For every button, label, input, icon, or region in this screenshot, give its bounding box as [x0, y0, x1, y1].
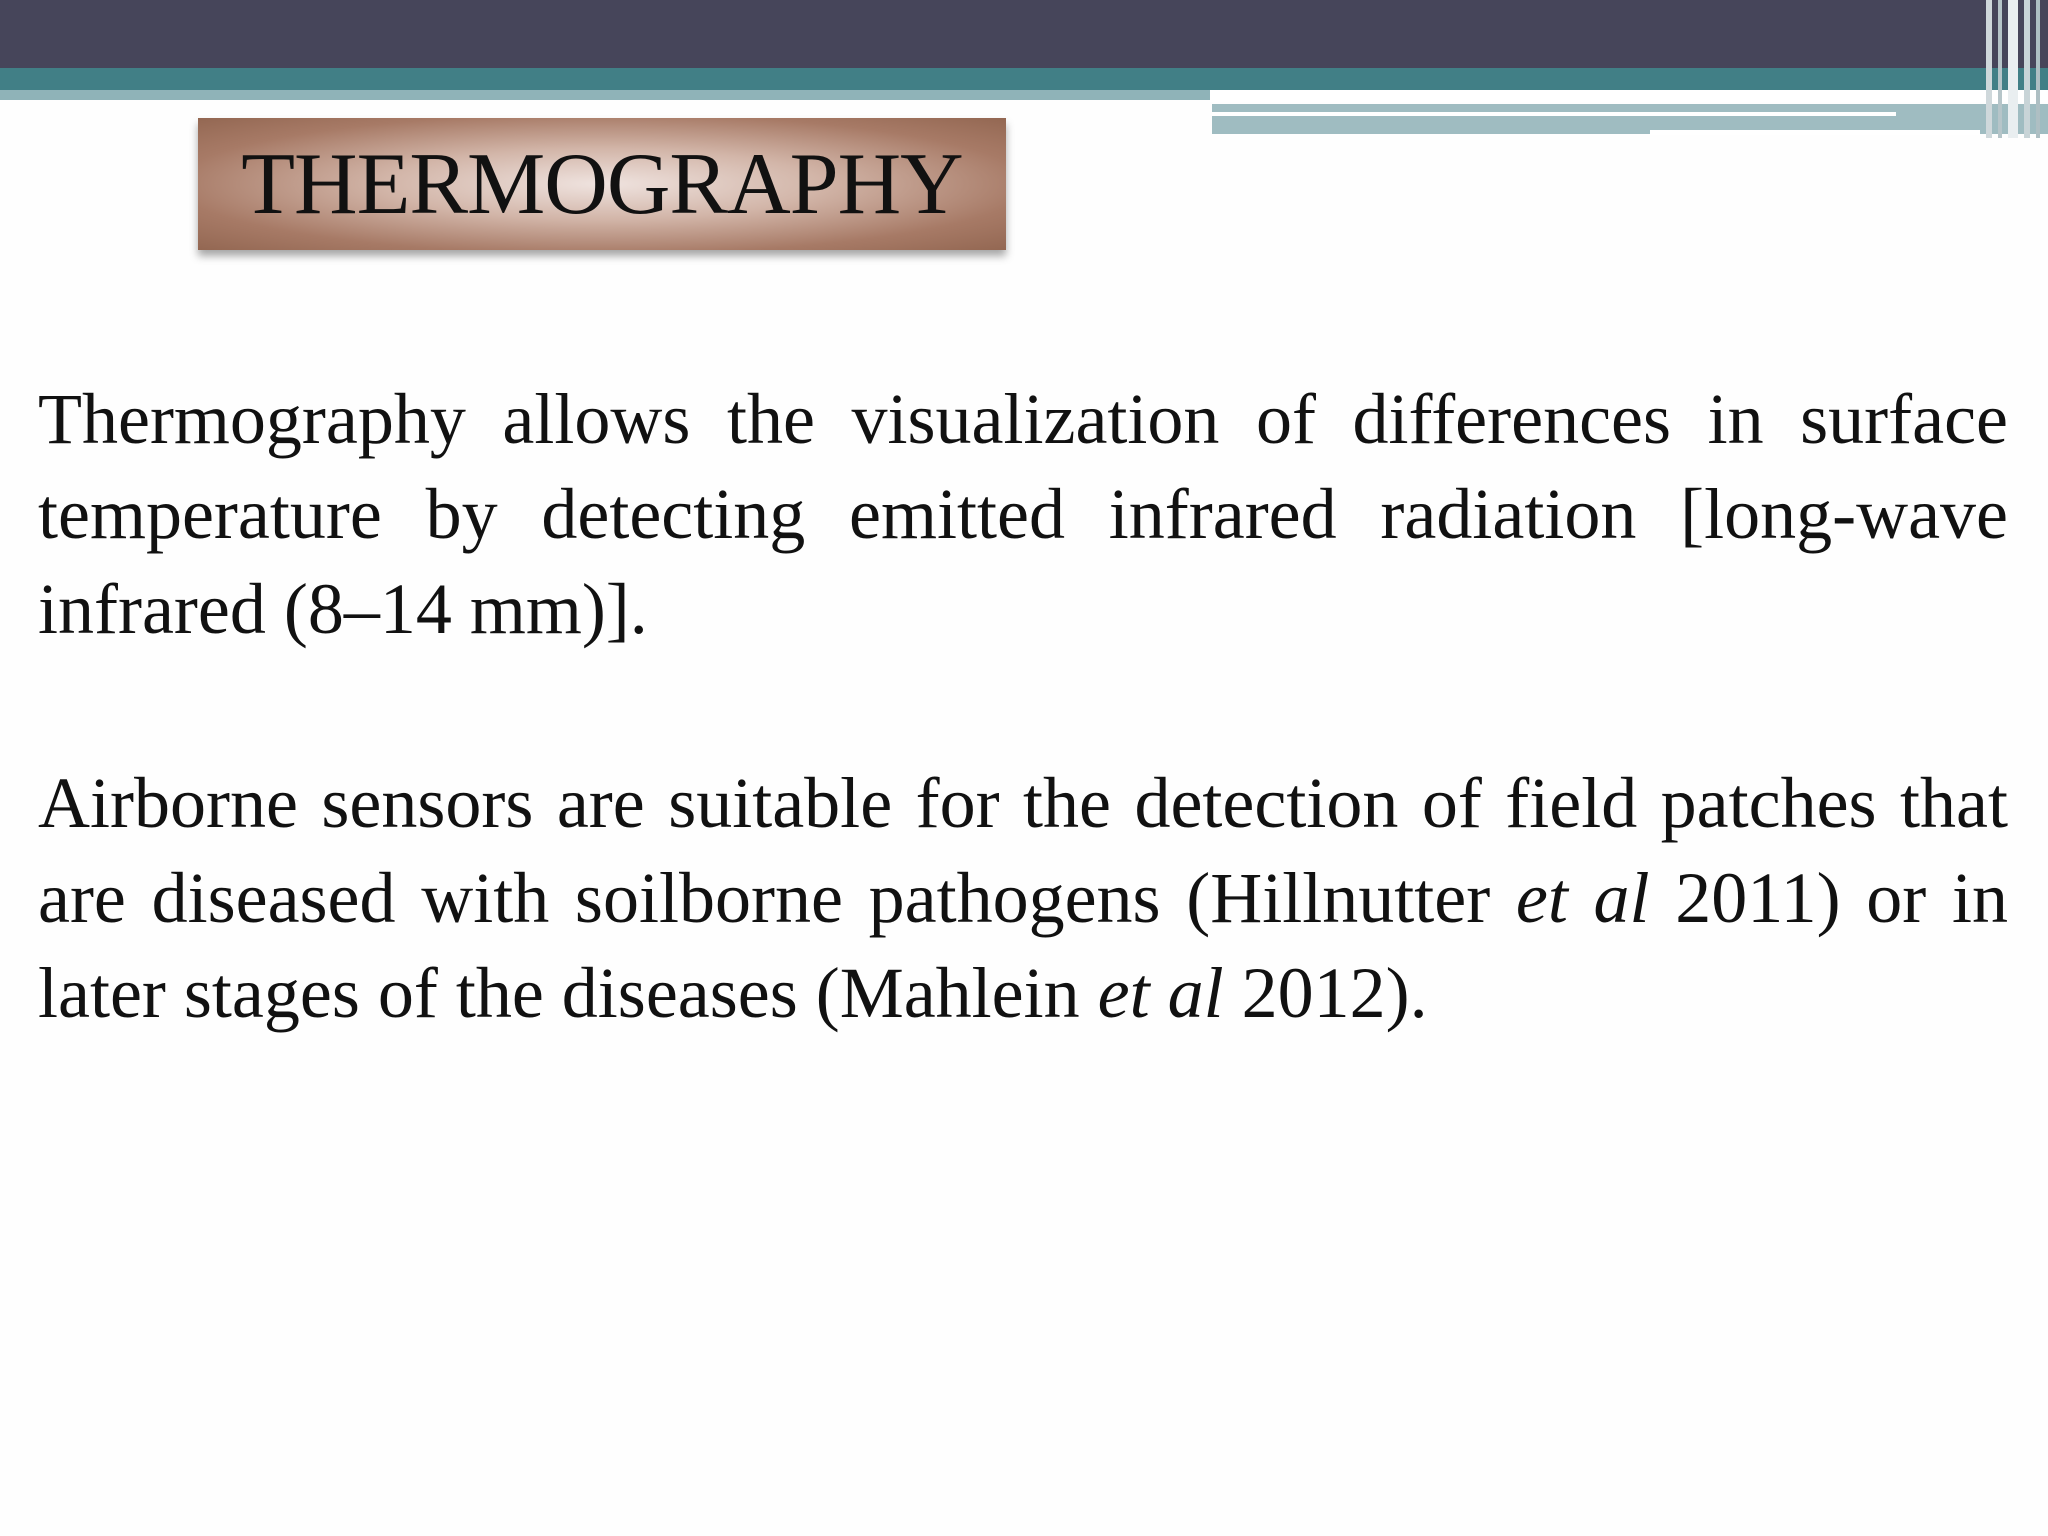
header-dark-band — [0, 0, 2048, 68]
header-vertical-bar — [2036, 0, 2040, 138]
paragraph2-part1: Airborne sensors are suitable for the detection of field patches that are diseased with soilborne pathogens (Hillnutter — [38, 763, 2008, 938]
header-vertical-bar — [2024, 0, 2030, 138]
header-vertical-bar — [1986, 0, 1992, 138]
citation-et-al-2: et al — [1097, 953, 1224, 1033]
header-white-notch — [1210, 90, 2048, 102]
header-thin-line-2 — [1650, 130, 1980, 135]
paragraph2-part3: 2012). — [1223, 953, 1428, 1033]
header-teal-stripe — [0, 68, 2048, 90]
slide-title: THERMOGRAPHY — [241, 135, 963, 233]
title-box — [198, 118, 1006, 250]
header-vertical-bar — [2008, 0, 2018, 138]
header-light-stripe-left — [0, 90, 1210, 100]
header-thin-line — [1212, 112, 1896, 116]
header-vertical-bar — [1998, 0, 2002, 138]
citation-et-al-1: et al — [1515, 858, 1650, 938]
paragraph-thermography: Thermography allows the visualization of differences in surface temperature by detecting emitted infrared radiation [long-wave infrared (8–14 mm)]. — [38, 379, 2008, 649]
paragraph2-part2: 2011) or in later stages of the diseases (Mahlein — [38, 858, 2008, 1033]
paragraph-airborne-sensors — [38, 756, 2008, 1041]
